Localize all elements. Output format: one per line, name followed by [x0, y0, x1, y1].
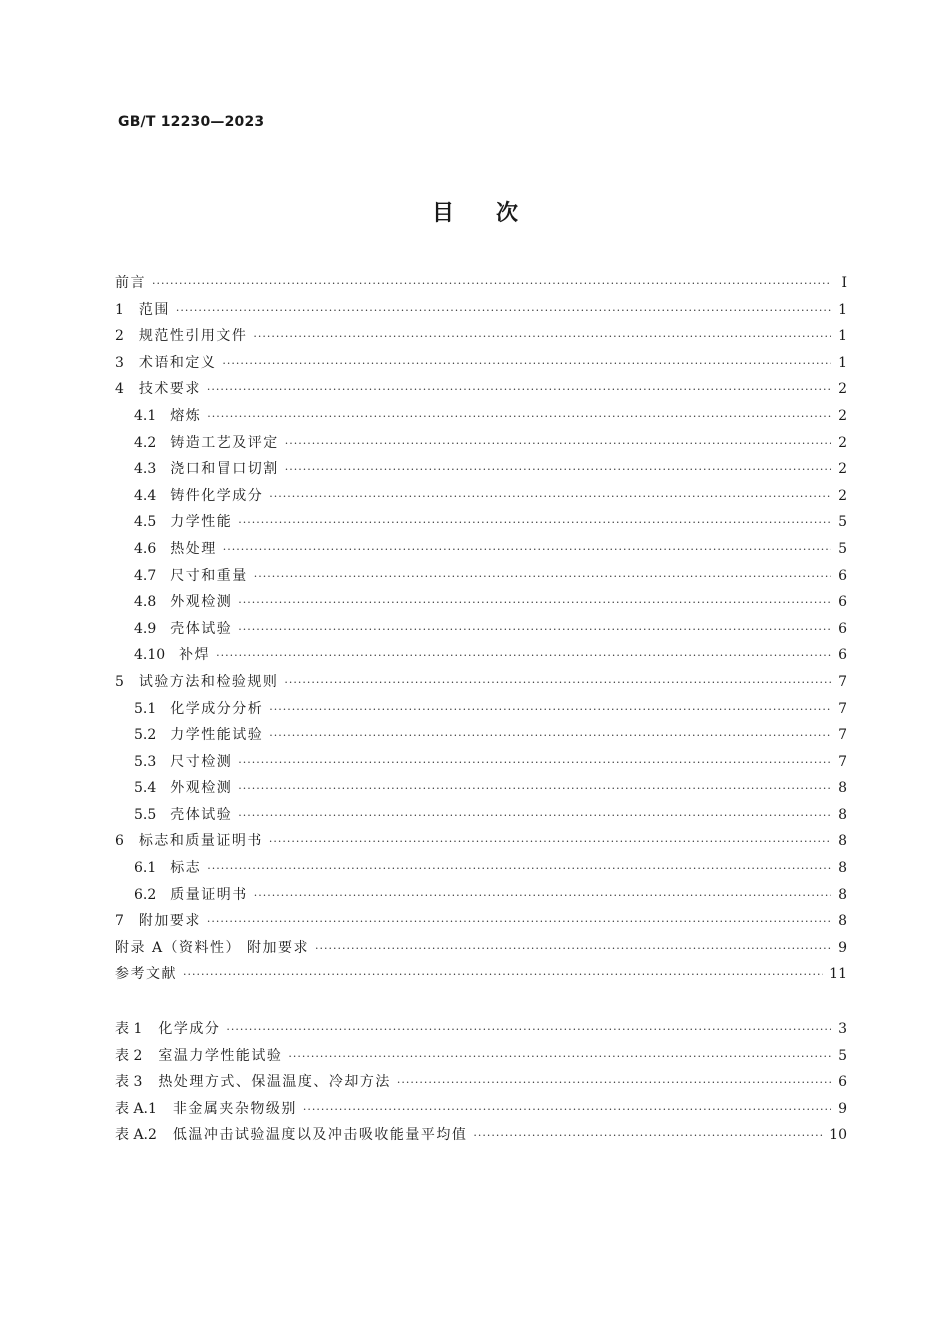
toc-entry-page: 2 [838, 381, 847, 398]
toc-entry-number: 4.2 [134, 434, 157, 451]
toc-leader-dots [303, 1100, 831, 1120]
toc-entry-label: 补焊 [179, 647, 211, 664]
table-entry-page: 5 [838, 1047, 847, 1064]
toc-entry-number: 4.7 [134, 567, 157, 584]
toc-subentry[interactable] [115, 725, 847, 752]
toc-entry-label: 附录 A（资料性） 附加要求 [115, 939, 310, 956]
toc-entry-label: 范围 [138, 301, 170, 318]
toc-entry-page: 8 [838, 780, 847, 797]
toc-entry-label: 试验方法和检验规则 [138, 673, 279, 690]
table-entry-label: 非金属夹杂物级别 [172, 1100, 297, 1117]
toc-entry-label: 力学性能试验 [170, 727, 264, 744]
toc-entry-page: 2 [838, 487, 847, 504]
toc-subentry[interactable] [115, 539, 847, 566]
toc-leader-dots [254, 886, 831, 906]
toc-entry-label: 尺寸和重量 [170, 567, 248, 584]
toc-leader-dots [183, 965, 823, 985]
toc-entry-label: 熔炼 [170, 407, 202, 424]
toc-leader-dots [269, 700, 831, 720]
table-list-entry[interactable] [115, 1019, 847, 1046]
toc-entry-number: 4.4 [134, 487, 157, 504]
toc-leader-dots [207, 912, 831, 932]
toc-entry[interactable] [115, 273, 847, 300]
toc-entry-page: 8 [838, 913, 847, 930]
toc-entry[interactable] [115, 964, 847, 991]
toc-leader-dots [176, 301, 831, 321]
toc-subentry[interactable] [115, 752, 847, 779]
toc-subentry[interactable] [115, 486, 847, 513]
toc-entry-page: 8 [838, 833, 847, 850]
toc-leader-dots [216, 646, 831, 666]
toc-entry-number: 6.1 [134, 860, 157, 877]
toc-entry-page: 1 [838, 354, 847, 371]
toc-entry-label: 附加要求 [138, 913, 201, 930]
toc-entry-number: 4.3 [134, 461, 157, 478]
toc-leader-dots [238, 513, 831, 533]
table-entry-number: 表 3 [115, 1074, 143, 1091]
toc-leader-dots [238, 806, 831, 826]
toc-entry-label: 壳体试验 [170, 806, 233, 823]
toc-entry-page: 8 [838, 886, 847, 903]
table-entry-label: 室温力学性能试验 [158, 1047, 283, 1064]
toc-entry-page: 1 [838, 328, 847, 345]
toc-subentry[interactable] [115, 858, 847, 885]
toc-entry[interactable] [115, 353, 847, 380]
toc-entry-label: 外观检测 [170, 594, 233, 611]
toc-subentry[interactable] [115, 699, 847, 726]
toc-leader-dots [284, 673, 831, 693]
table-entry-label: 热处理方式、保温温度、冷却方法 [158, 1074, 391, 1091]
toc-entry-number: 5.5 [134, 806, 157, 823]
toc-entry-number: 4.5 [134, 514, 157, 531]
toc-entry-number: 1 [115, 301, 124, 318]
toc-entry-page: 6 [838, 620, 847, 637]
toc-entry[interactable] [115, 379, 847, 406]
toc-entry-number: 5.3 [134, 753, 157, 770]
toc-leader-dots [207, 859, 831, 879]
toc-leader-dots [315, 939, 831, 959]
table-of-contents [115, 273, 847, 991]
toc-entry-label: 参考文献 [115, 966, 177, 983]
toc-entry-number: 4.10 [134, 647, 166, 664]
toc-entry-number: 4.8 [134, 594, 157, 611]
toc-leader-dots [269, 487, 831, 507]
toc-leader-dots [253, 327, 831, 347]
toc-leader-dots [254, 567, 831, 587]
toc-entry-label: 热处理 [170, 540, 217, 557]
toc-entry-page: 2 [838, 407, 847, 424]
toc-entry-number: 2 [115, 328, 124, 345]
toc-entry-page: 5 [838, 514, 847, 531]
toc-entry-page: 2 [838, 461, 847, 478]
table-entry-number: 表 A.2 [115, 1127, 157, 1144]
toc-subentry[interactable] [115, 512, 847, 539]
toc-entry-label: 质量证明书 [170, 886, 248, 903]
toc-subentry[interactable] [115, 433, 847, 460]
table-entry-label: 化学成分 [158, 1021, 221, 1037]
toc-entry-number: 4.1 [134, 407, 157, 424]
toc-leader-dots [223, 540, 831, 560]
table-entry-number: 表 A.1 [115, 1100, 157, 1117]
toc-entry-number: 5.4 [134, 780, 157, 797]
toc-entry-label: 规范性引用文件 [138, 328, 248, 345]
toc-leader-dots [238, 593, 831, 613]
toc-entry-number: 5.1 [134, 700, 157, 717]
table-entry-label: 低温冲击试验温度以及冲击吸收能量平均值 [172, 1127, 468, 1144]
toc-entry[interactable] [115, 672, 847, 699]
toc-entry-page: 7 [838, 700, 847, 717]
toc-entry-label: 力学性能 [170, 514, 233, 531]
toc-entry-page: 7 [838, 753, 847, 770]
toc-entry-page: 9 [838, 939, 847, 956]
toc-leader-dots [397, 1073, 831, 1093]
toc-leader-dots [288, 1047, 831, 1067]
toc-subentry[interactable] [115, 406, 847, 433]
toc-entry-label: 化学成分分析 [170, 700, 264, 717]
toc-entry-page: Ⅰ [841, 275, 847, 291]
toc-leader-dots [238, 779, 831, 799]
toc-leader-dots [473, 1126, 823, 1146]
toc-leader-dots [285, 434, 831, 454]
toc-entry-page: 6 [838, 567, 847, 584]
toc-entry[interactable] [115, 831, 847, 858]
toc-leader-dots [152, 274, 831, 294]
toc-subentry[interactable] [115, 805, 847, 832]
toc-entry-label: 术语和定义 [138, 354, 217, 371]
toc-entry-page: 6 [838, 594, 847, 611]
toc-entry[interactable] [115, 911, 847, 938]
toc-entry-page: 11 [829, 966, 847, 983]
toc-entry[interactable] [115, 938, 847, 965]
toc-entry-number: 5 [115, 673, 124, 690]
table-list-entry[interactable] [115, 1046, 847, 1073]
table-entry-page: 6 [838, 1074, 847, 1091]
toc-leader-dots [238, 620, 831, 640]
toc-entry-number: 3 [115, 354, 124, 371]
table-list-entry[interactable] [115, 1099, 847, 1126]
toc-leader-dots [226, 1020, 831, 1040]
toc-leader-dots [207, 407, 831, 427]
toc-entry-label: 尺寸检测 [170, 753, 233, 770]
table-entry-page: 9 [838, 1100, 847, 1117]
table-list-entry[interactable] [115, 1072, 847, 1099]
table-entry-number: 表 1 [115, 1021, 143, 1037]
toc-entry-number: 6.2 [134, 886, 157, 903]
toc-leader-dots [238, 753, 831, 773]
toc-subentry[interactable] [115, 619, 847, 646]
toc-entry-page: 8 [838, 860, 847, 877]
toc-entry-label: 标志 [170, 860, 202, 877]
list-of-tables [115, 1019, 847, 1152]
toc-entry-label: 铸造工艺及评定 [170, 434, 279, 451]
table-entry-number: 表 2 [115, 1047, 143, 1064]
toc-entry-page: 1 [838, 301, 847, 318]
toc-subentry[interactable] [115, 778, 847, 805]
toc-entry-number: 5.2 [134, 727, 157, 744]
toc-subentry[interactable] [115, 566, 847, 593]
toc-leader-dots [285, 460, 831, 480]
toc-entry-page: 7 [838, 673, 847, 690]
toc-entry-number: 6 [115, 833, 124, 850]
toc-entry-page: 5 [838, 540, 847, 557]
toc-entry-page: 2 [838, 434, 847, 451]
toc-entry[interactable] [115, 326, 847, 353]
table-entry-page: 3 [838, 1021, 847, 1037]
toc-leader-dots [269, 832, 831, 852]
toc-entry-label: 铸件化学成分 [170, 487, 264, 504]
toc-entry-number: 4.6 [134, 540, 157, 557]
toc-leader-dots [207, 380, 831, 400]
toc-entry[interactable] [115, 300, 847, 327]
toc-entry-page: 7 [838, 727, 847, 744]
toc-entry-label: 技术要求 [138, 381, 201, 398]
toc-entry-label: 外观检测 [170, 780, 233, 797]
toc-entry-label: 前言 [115, 275, 146, 291]
toc-subentry[interactable] [115, 645, 847, 672]
table-list-entry[interactable] [115, 1125, 847, 1152]
toc-leader-dots [222, 354, 831, 374]
toc-subentry[interactable] [115, 459, 847, 486]
toc-leader-dots [269, 726, 831, 746]
toc-entry-number: 4.9 [134, 620, 157, 637]
toc-subentry[interactable] [115, 885, 847, 912]
toc-entry-page: 6 [838, 647, 847, 664]
standard-code: GB/T 12230—2023 [118, 114, 265, 130]
toc-subentry[interactable] [115, 592, 847, 619]
toc-entry-label: 浇口和冒口切割 [170, 461, 279, 478]
toc-entry-number: 7 [115, 913, 124, 930]
table-entry-page: 10 [829, 1127, 847, 1144]
toc-entry-label: 标志和质量证明书 [138, 833, 263, 850]
toc-entry-number: 4 [115, 381, 124, 398]
toc-entry-label: 壳体试验 [170, 620, 233, 637]
page-title: 目次 [431, 201, 560, 226]
toc-entry-page: 8 [838, 806, 847, 823]
